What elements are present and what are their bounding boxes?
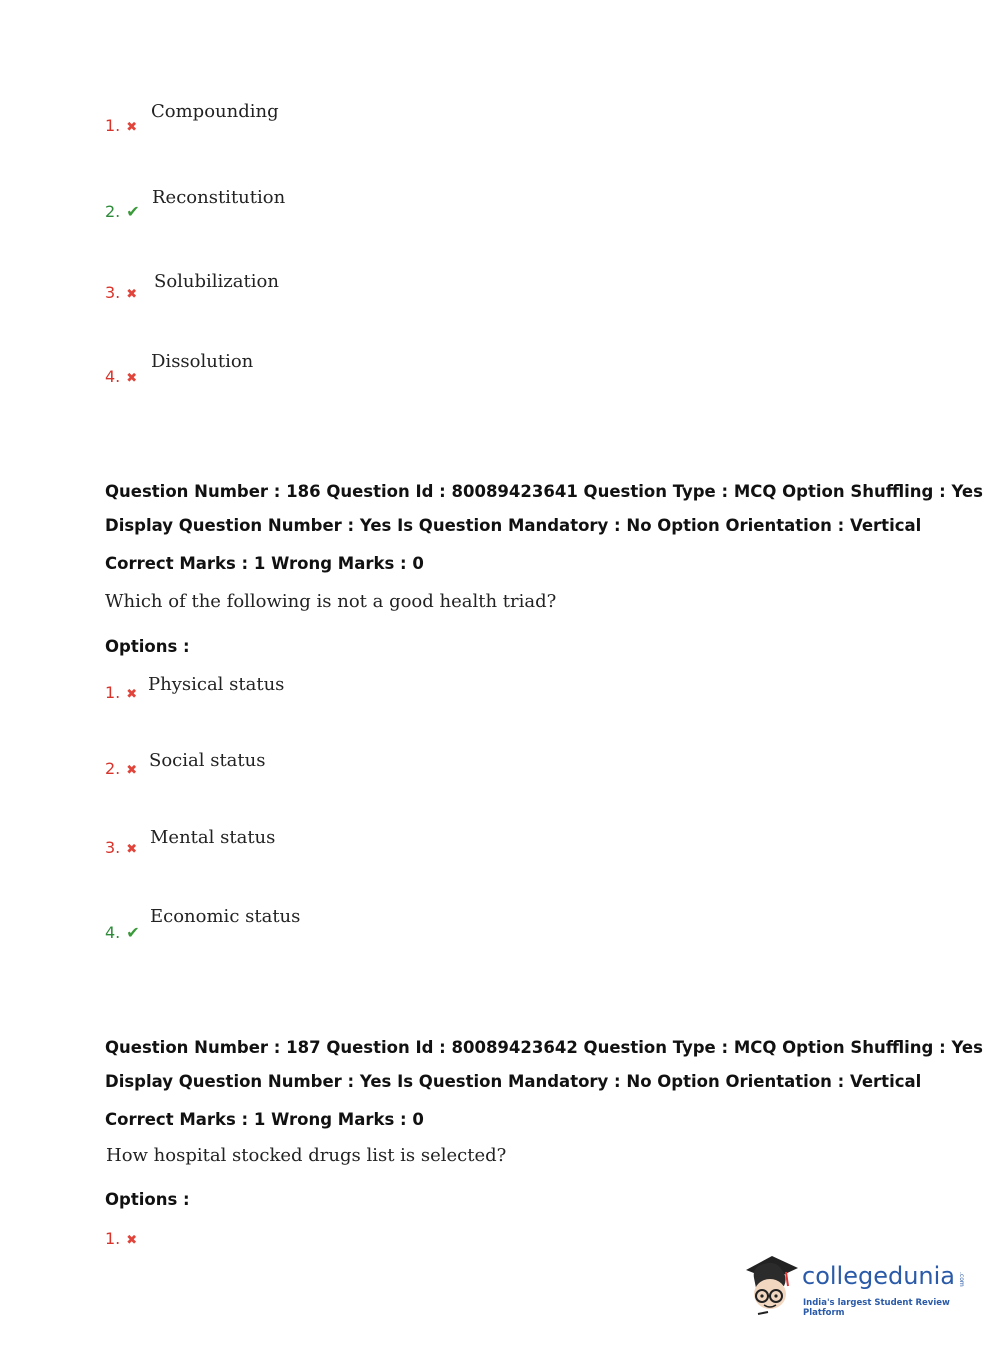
option-text: Dissolution (151, 351, 254, 372)
options-label: Options : (105, 1190, 190, 1209)
option-number: 1. (105, 116, 121, 135)
option-row (105, 1229, 137, 1248)
collegedunia-watermark (742, 1248, 972, 1320)
question-text: How hospital stocked drugs list is selected? (106, 1145, 507, 1166)
cross-icon: ✖ (126, 763, 138, 778)
cross-icon: ✖ (126, 371, 138, 386)
option-text: Compounding (151, 101, 279, 122)
question-marks: Correct Marks : 1 Wrong Marks : 0 (105, 554, 424, 573)
option-row (105, 923, 140, 942)
option-row (105, 759, 137, 778)
option-number: 2. (105, 202, 121, 221)
option-text: Solubilization (154, 271, 279, 292)
brand-tagline: India's largest Student Review Platform (803, 1298, 950, 1318)
brand-suffix: .com (958, 1272, 965, 1287)
option-row (105, 283, 137, 302)
question-marks: Correct Marks : 1 Wrong Marks : 0 (105, 1110, 424, 1129)
option-row (105, 683, 137, 702)
question-meta-line2: Display Question Number : Yes Is Question Mandatory : No Option Orientation : Vertical (105, 516, 922, 535)
option-row (105, 116, 137, 135)
option-number: 3. (105, 838, 121, 857)
option-text: Economic status (150, 906, 301, 927)
option-number: 1. (105, 1229, 121, 1248)
cross-icon: ✖ (126, 287, 138, 302)
option-row (105, 202, 140, 221)
option-number: 4. (105, 367, 121, 386)
mascot-logo-icon (742, 1252, 800, 1318)
question-meta-line2: Display Question Number : Yes Is Question Mandatory : No Option Orientation : Vertical (105, 1072, 922, 1091)
cross-icon: ✖ (126, 842, 138, 857)
question-meta-line1: Question Number : 187 Question Id : 80089423642 Question Type : MCQ Option Shuffling : Yes (105, 1038, 983, 1057)
option-text: Physical status (148, 674, 285, 695)
question-meta-line1: Question Number : 186 Question Id : 80089423641 Question Type : MCQ Option Shuffling : Yes (105, 482, 983, 501)
question-text: Which of the following is not a good health triad? (105, 591, 557, 612)
option-row (105, 838, 137, 857)
cross-icon: ✖ (126, 120, 138, 135)
cross-icon: ✖ (126, 687, 138, 702)
check-icon: ✔ (126, 923, 140, 942)
options-label: Options : (105, 637, 190, 656)
option-text: Social status (149, 750, 266, 771)
option-number: 4. (105, 923, 121, 942)
option-text: Reconstitution (152, 187, 286, 208)
brand-name: collegedunia (802, 1262, 956, 1290)
option-number: 1. (105, 683, 121, 702)
cross-icon: ✖ (126, 1233, 138, 1248)
option-text: Mental status (150, 827, 276, 848)
option-number: 3. (105, 283, 121, 302)
check-icon: ✔ (126, 202, 140, 221)
option-number: 2. (105, 759, 121, 778)
option-row (105, 367, 137, 386)
